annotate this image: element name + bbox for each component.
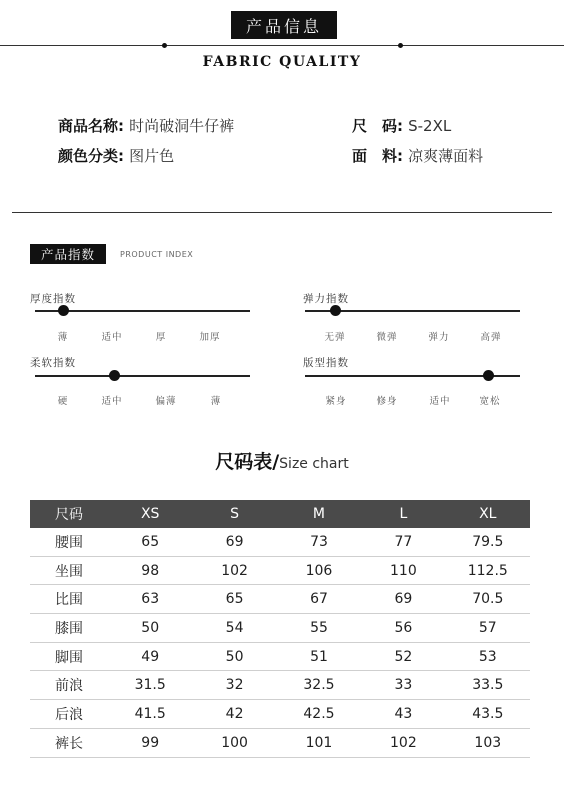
size-chart-header-row	[30, 500, 530, 528]
size-value-cell: 42	[192, 700, 276, 729]
size-value-cell: 43	[361, 700, 445, 729]
color-row	[58, 145, 174, 166]
size-value-cell: 69	[361, 585, 445, 614]
size-value-cell: 112.5	[446, 556, 530, 585]
size-value-cell: 63	[108, 585, 192, 614]
product-index-subtitle: PRODUCT INDEX	[120, 250, 194, 259]
header-cell: 尺码	[30, 500, 108, 528]
product-name-label: 商品名称:	[58, 117, 124, 135]
measurement-label-cell: 坐围	[30, 556, 108, 585]
size-value-cell: 54	[192, 614, 276, 643]
size-value-cell: 77	[361, 528, 445, 556]
fabric-label: 面 料:	[352, 147, 403, 165]
thickness-option: 厚	[155, 332, 167, 343]
size-range-value: S-2XL	[408, 117, 452, 135]
fit-option: 紧身	[325, 396, 347, 407]
header-divider	[0, 45, 564, 46]
measurement-label-cell: 后浪	[30, 700, 108, 729]
header-cell: L	[361, 500, 445, 528]
fabric-value: 凉爽薄面料	[408, 147, 484, 165]
size-value-cell: 102	[361, 728, 445, 757]
softness-option: 偏薄	[155, 396, 177, 407]
size-value-cell: 65	[108, 528, 192, 556]
size-value-cell: 57	[446, 614, 530, 643]
table-row	[30, 614, 530, 643]
size-value-cell: 100	[192, 728, 276, 757]
size-value-cell: 110	[361, 556, 445, 585]
thickness-index-marker	[58, 305, 69, 316]
size-value-cell: 70.5	[446, 585, 530, 614]
size-value-cell: 50	[192, 642, 276, 671]
thickness-option: 加厚	[199, 332, 221, 343]
size-value-cell: 43.5	[446, 700, 530, 729]
fabric-row	[352, 145, 483, 166]
fit-option: 宽松	[479, 396, 501, 407]
softness-index-marker	[109, 370, 120, 381]
softness-option: 薄	[210, 396, 222, 407]
measurement-label-cell: 脚围	[30, 642, 108, 671]
size-value-cell: 52	[361, 642, 445, 671]
product-name-value: 时尚破洞牛仔裤	[129, 117, 235, 135]
table-row	[30, 671, 530, 700]
size-value-cell: 32	[192, 671, 276, 700]
size-value-cell: 33	[361, 671, 445, 700]
size-value-cell: 53	[446, 642, 530, 671]
size-chart-title	[0, 447, 564, 474]
size-value-cell: 31.5	[108, 671, 192, 700]
size-range-row	[352, 115, 451, 136]
thickness-index-title: 厚度指数	[30, 293, 76, 305]
header-cell: XS	[108, 500, 192, 528]
elasticity-option: 无弹	[324, 332, 346, 343]
size-value-cell: 41.5	[108, 700, 192, 729]
thickness-option: 薄	[57, 332, 69, 343]
size-value-cell: 33.5	[446, 671, 530, 700]
softness-index-track	[35, 375, 250, 377]
size-chart-title-zh: 尺码表/	[215, 451, 280, 473]
table-row	[30, 728, 530, 757]
size-value-cell: 106	[277, 556, 361, 585]
size-value-cell: 102	[192, 556, 276, 585]
table-row	[30, 642, 530, 671]
size-chart-body	[30, 528, 530, 757]
softness-index-title: 柔软指数	[30, 357, 76, 369]
size-value-cell: 56	[361, 614, 445, 643]
size-value-cell: 98	[108, 556, 192, 585]
thickness-option: 适中	[101, 332, 123, 343]
softness-option: 适中	[101, 396, 123, 407]
size-value-cell: 103	[446, 728, 530, 757]
size-chart-title-en: Size chart	[279, 456, 349, 472]
table-row	[30, 528, 530, 556]
table-row	[30, 585, 530, 614]
fit-index-marker	[483, 370, 494, 381]
header-cell: S	[192, 500, 276, 528]
size-value-cell: 69	[192, 528, 276, 556]
size-value-cell: 101	[277, 728, 361, 757]
size-value-cell: 67	[277, 585, 361, 614]
measurement-label-cell: 裤长	[30, 728, 108, 757]
size-value-cell: 65	[192, 585, 276, 614]
size-value-cell: 99	[108, 728, 192, 757]
fit-index-title: 版型指数	[303, 357, 349, 369]
measurement-label-cell: 膝围	[30, 614, 108, 643]
elasticity-option: 高弹	[480, 332, 502, 343]
divider-dot-left	[162, 43, 167, 48]
softness-option: 硬	[57, 396, 69, 407]
elasticity-option: 弹力	[428, 332, 450, 343]
table-row	[30, 700, 530, 729]
size-value-cell: 42.5	[277, 700, 361, 729]
elasticity-option: 微弹	[376, 332, 398, 343]
section-badge-product-index: 产品指数	[30, 244, 106, 264]
color-label: 颜色分类:	[58, 147, 124, 165]
size-value-cell: 55	[277, 614, 361, 643]
header-cell: XL	[446, 500, 530, 528]
divider-dot-right	[398, 43, 403, 48]
table-row	[30, 556, 530, 585]
size-value-cell: 32.5	[277, 671, 361, 700]
size-range-label: 尺 码:	[352, 117, 403, 135]
size-chart-table	[30, 500, 530, 758]
header-cell: M	[277, 500, 361, 528]
measurement-label-cell: 腰围	[30, 528, 108, 556]
size-value-cell: 73	[277, 528, 361, 556]
measurement-label-cell: 比围	[30, 585, 108, 614]
fit-option: 适中	[429, 396, 451, 407]
fabric-quality-title: FABRIC QUALITY	[202, 54, 362, 70]
elasticity-index-marker	[330, 305, 341, 316]
section-badge-product-info: 产品信息	[231, 11, 337, 39]
product-name-row	[58, 115, 234, 136]
elasticity-index-title: 弹力指数	[303, 293, 349, 305]
measurement-label-cell: 前浪	[30, 671, 108, 700]
size-value-cell: 49	[108, 642, 192, 671]
size-value-cell: 51	[277, 642, 361, 671]
fit-option: 修身	[376, 396, 398, 407]
size-value-cell: 50	[108, 614, 192, 643]
color-value: 图片色	[129, 147, 175, 165]
info-divider	[12, 212, 552, 213]
size-value-cell: 79.5	[446, 528, 530, 556]
